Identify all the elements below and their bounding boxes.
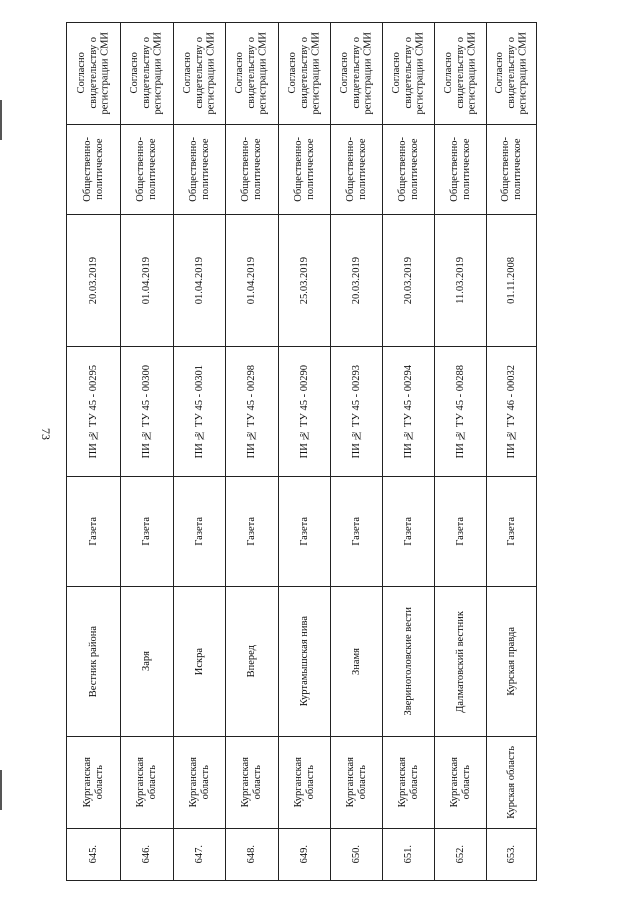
spec-text: Общественно- политическое (81, 137, 105, 202)
type-text: Газета (298, 517, 310, 546)
media-registry-table (66, 22, 537, 881)
type-row (67, 477, 537, 587)
reg-text: ПИ № ТУ 46 - 00032 (505, 364, 517, 459)
type-cell (331, 477, 383, 587)
reg-text: ПИ № ТУ 45 - 00288 (454, 364, 466, 459)
spec-cell (279, 125, 331, 215)
terr-text: Согласно свидетельству о регистрации СМИ (390, 32, 426, 115)
scan-edge-mark-bottom (0, 770, 2, 810)
terr-row (67, 23, 537, 125)
terr-cell (174, 23, 226, 125)
name-text: Вестник района (87, 625, 99, 698)
date-text: 01.04.2019 (193, 256, 205, 305)
num-text: 651. (402, 845, 414, 864)
type-text: Газета (454, 517, 466, 546)
terr-text: Согласно свидетельству о регистрации СМИ (442, 32, 478, 115)
num-cell (279, 829, 331, 881)
page-number: 73 (39, 428, 53, 440)
type-cell (226, 477, 279, 587)
name-text: Далматовский вестник (454, 610, 466, 713)
terr-text: Согласно свидетельству о регистрации СМИ (129, 32, 164, 115)
date-row (67, 215, 537, 347)
name-cell (331, 587, 383, 737)
type-cell (383, 477, 435, 587)
region-cell (435, 737, 487, 829)
num-text: 652. (454, 845, 466, 864)
region-text: Курганская область (81, 757, 105, 808)
num-text: 645. (87, 845, 99, 864)
num-text: 647. (193, 845, 205, 864)
terr-cell (67, 23, 121, 125)
reg-cell (121, 347, 174, 477)
name-cell (487, 587, 537, 737)
terr-cell (383, 23, 435, 125)
region-text: Курганская область (135, 757, 158, 808)
name-cell (279, 587, 331, 737)
region-text: Курганская область (292, 757, 316, 808)
name-text: Звериноголовские вести (402, 607, 414, 716)
spec-cell (435, 125, 487, 215)
spec-text: Общественно- политическое (448, 137, 472, 202)
spec-cell (121, 125, 174, 215)
type-text: Газета (350, 517, 362, 546)
terr-text: Согласно свидетельству о регистрации СМИ (75, 32, 111, 115)
region-row (67, 737, 537, 829)
date-text: 20.03.2019 (87, 256, 99, 305)
date-cell (487, 215, 537, 347)
terr-cell (279, 23, 331, 125)
num-cell (67, 829, 121, 881)
spec-cell (383, 125, 435, 215)
type-text: Газета (87, 517, 99, 546)
spec-row (67, 125, 537, 215)
reg-cell (435, 347, 487, 477)
type-cell (174, 477, 226, 587)
type-text: Газета (246, 517, 258, 546)
spec-text: Общественно- политическое (292, 137, 316, 202)
date-cell (121, 215, 174, 347)
terr-cell (435, 23, 487, 125)
spec-text: Общественно- политическое (187, 137, 211, 202)
date-cell (226, 215, 279, 347)
region-text: Курганская область (448, 757, 472, 808)
terr-text: Согласно свидетельству о регистрации СМИ (181, 32, 217, 115)
name-text: Курская правда (505, 627, 517, 696)
region-cell (174, 737, 226, 829)
region-text: Курганская область (187, 757, 211, 808)
date-text: 25.03.2019 (298, 256, 310, 305)
terr-text: Согласно свидетельству о регистрации СМИ (234, 32, 269, 115)
num-text: 646. (141, 845, 153, 864)
reg-text: ПИ № ТУ 45 - 00295 (87, 364, 99, 459)
num-cell (487, 829, 537, 881)
region-text: Курганская область (396, 757, 420, 808)
date-text: 01.04.2019 (246, 256, 258, 305)
region-text: Курская область (505, 746, 517, 819)
terr-cell (121, 23, 174, 125)
spec-text: Общественно- политическое (396, 137, 420, 202)
type-cell (67, 477, 121, 587)
reg-cell (67, 347, 121, 477)
type-text: Газета (402, 517, 414, 546)
date-text: 11.03.2019 (454, 257, 466, 304)
region-text: Курганская область (240, 757, 263, 808)
region-cell (279, 737, 331, 829)
date-text: 01.04.2019 (141, 256, 153, 305)
name-cell (174, 587, 226, 737)
date-text: 01.11.2008 (505, 257, 517, 304)
terr-text: Согласно свидетельству о регистрации СМИ (338, 32, 374, 115)
spec-text: Общественно- политическое (240, 137, 263, 202)
reg-text: ПИ № ТУ 45 - 00298 (246, 364, 258, 459)
num-cell (331, 829, 383, 881)
region-cell (121, 737, 174, 829)
type-cell (279, 477, 331, 587)
name-text: Искра (193, 647, 205, 676)
name-cell (383, 587, 435, 737)
type-text: Газета (505, 517, 517, 546)
num-cell (435, 829, 487, 881)
date-cell (435, 215, 487, 347)
name-cell (435, 587, 487, 737)
name-text: Заря (141, 651, 153, 672)
name-row (67, 587, 537, 737)
reg-cell (174, 347, 226, 477)
terr-cell (226, 23, 279, 125)
spec-text: Общественно- политическое (499, 137, 523, 202)
num-text: 653. (505, 845, 517, 864)
name-cell (67, 587, 121, 737)
spec-cell (487, 125, 537, 215)
name-text: Знамя (350, 647, 362, 675)
reg-cell (383, 347, 435, 477)
num-text: 650. (350, 845, 362, 864)
date-text: 20.03.2019 (402, 256, 414, 305)
num-row (67, 829, 537, 881)
reg-cell (331, 347, 383, 477)
region-cell (226, 737, 279, 829)
reg-cell (279, 347, 331, 477)
region-text: Курганская область (344, 757, 368, 808)
region-cell (383, 737, 435, 829)
terr-cell (487, 23, 537, 125)
name-cell (226, 587, 279, 737)
date-cell (174, 215, 226, 347)
type-cell (435, 477, 487, 587)
spec-cell (174, 125, 226, 215)
spec-text: Общественно- политическое (135, 137, 158, 202)
num-text: 648. (246, 845, 258, 864)
num-cell (226, 829, 279, 881)
spec-text: Общественно- политическое (344, 137, 368, 202)
reg-text: ПИ № ТУ 45 - 00290 (298, 364, 310, 459)
region-cell (331, 737, 383, 829)
spec-cell (67, 125, 121, 215)
spec-cell (226, 125, 279, 215)
date-cell (383, 215, 435, 347)
date-cell (67, 215, 121, 347)
num-cell (121, 829, 174, 881)
name-cell (121, 587, 174, 737)
type-text: Газета (141, 517, 153, 546)
terr-text: Согласно свидетельству о регистрации СМИ (286, 32, 322, 115)
type-text: Газета (193, 517, 205, 546)
name-text: Вперед (246, 645, 258, 678)
type-cell (487, 477, 537, 587)
reg-text: ПИ № ТУ 45 - 00293 (350, 364, 362, 459)
terr-text: Согласно свидетельству о регистрации СМИ (493, 32, 529, 115)
terr-cell (331, 23, 383, 125)
name-text: Куртамышская нива (298, 616, 310, 707)
reg-text: ПИ № ТУ 45 - 00300 (141, 364, 153, 459)
spec-cell (331, 125, 383, 215)
num-cell (174, 829, 226, 881)
date-text: 20.03.2019 (350, 256, 362, 305)
date-cell (279, 215, 331, 347)
date-cell (331, 215, 383, 347)
num-text: 649. (298, 845, 310, 864)
region-cell (487, 737, 537, 829)
type-cell (121, 477, 174, 587)
reg-row (67, 347, 537, 477)
reg-text: ПИ № ТУ 45 - 00301 (193, 364, 205, 459)
reg-cell (487, 347, 537, 477)
region-cell (67, 737, 121, 829)
reg-cell (226, 347, 279, 477)
scan-edge-mark-top (0, 100, 2, 140)
num-cell (383, 829, 435, 881)
reg-text: ПИ № ТУ 45 - 00294 (402, 364, 414, 459)
